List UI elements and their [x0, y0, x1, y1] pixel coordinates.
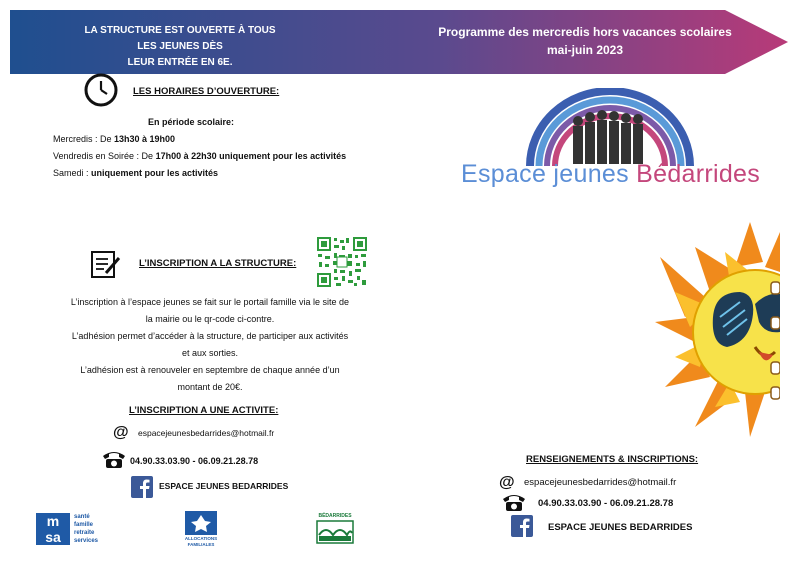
activity-email[interactable]: espacejeunesbedarrides@hotmail.fr — [138, 428, 275, 438]
hours-saturday: Samedi : uniquement pour les activités — [53, 168, 219, 178]
hours-wednesday: Mercredis : De 13h30 à 19h00 — [53, 134, 176, 144]
structure-description: L’inscription à l’espace jeunes se fait sur le portail famille via le site de la mairie ou le qr-code ci-contre. L’adhésion permet d’accéder à la structure, de participer aux activités et aux sorties. L’adhésion est à renouveler en septembre de chaque année d’un montant de 20€. — [70, 297, 350, 392]
activity-facebook[interactable]: ESPACE JEUNES BEDARRIDES — [159, 481, 289, 491]
ville-bedarrides-logo — [315, 513, 355, 547]
sunglasses-sun-illustration — [655, 222, 780, 437]
ville-text: BÉDARRIDES — [318, 513, 352, 519]
activity-heading: L’INSCRIPTION A UNE ACTIVITE: — [129, 405, 279, 416]
msa-logo — [36, 513, 108, 547]
espace-jeunes-logo-text: Espace jeunes Bédarrides — [461, 160, 761, 188]
hours-period: En période scolaire: — [148, 117, 235, 127]
bridge-icon — [315, 519, 355, 545]
facebook-icon[interactable] — [131, 476, 153, 498]
msa-mark: m sa — [36, 513, 70, 545]
at-sign-icon: @ — [113, 424, 129, 441]
contact-facebook[interactable]: ESPACE JEUNES BEDARRIDES — [548, 522, 693, 533]
rainbow-silhouettes-logo — [525, 88, 695, 168]
caf-mark — [185, 511, 217, 535]
contact-at-sign-icon: @ — [499, 474, 515, 491]
contact-facebook-icon[interactable] — [511, 515, 533, 537]
header-banner — [10, 10, 788, 74]
caf-logo — [183, 511, 219, 549]
caf-text: ALLOCATIONS FAMILIALES — [184, 536, 218, 547]
contact-phones[interactable]: 04.90.33.03.90 - 06.09.21.28.78 — [538, 498, 674, 509]
form-edit-icon — [90, 249, 122, 279]
banner-program-title: Programme des mercredis hors vacances scolaires mai-juin 2023 — [438, 25, 732, 57]
hours-friday: Vendredis en Soirée : De 17h00 à 22h30 uniquement pour les activités — [53, 151, 347, 161]
hours-heading: LES HORAIRES D’OUVERTURE: — [133, 86, 280, 97]
structure-heading: L’INSCRIPTION A LA STRUCTURE: — [139, 258, 297, 269]
activity-phones[interactable]: 04.90.33.03.90 - 06.09.21.28.78 — [130, 456, 259, 466]
qr-code[interactable] — [316, 236, 368, 288]
contact-heading: RENSEIGNEMENTS & INSCRIPTIONS: — [526, 454, 699, 465]
clock-icon — [84, 73, 118, 107]
contact-telephone-icon — [501, 492, 527, 512]
banner-eligibility-text: LA STRUCTURE EST OUVERTE À TOUS LES JEUNES DÈS LEUR ENTRÉE EN 6E. — [84, 25, 276, 68]
contact-email[interactable]: espacejeunesbedarrides@hotmail.fr — [524, 477, 677, 488]
telephone-icon — [101, 449, 127, 469]
msa-tagline: santé famille retraite services — [74, 514, 99, 544]
